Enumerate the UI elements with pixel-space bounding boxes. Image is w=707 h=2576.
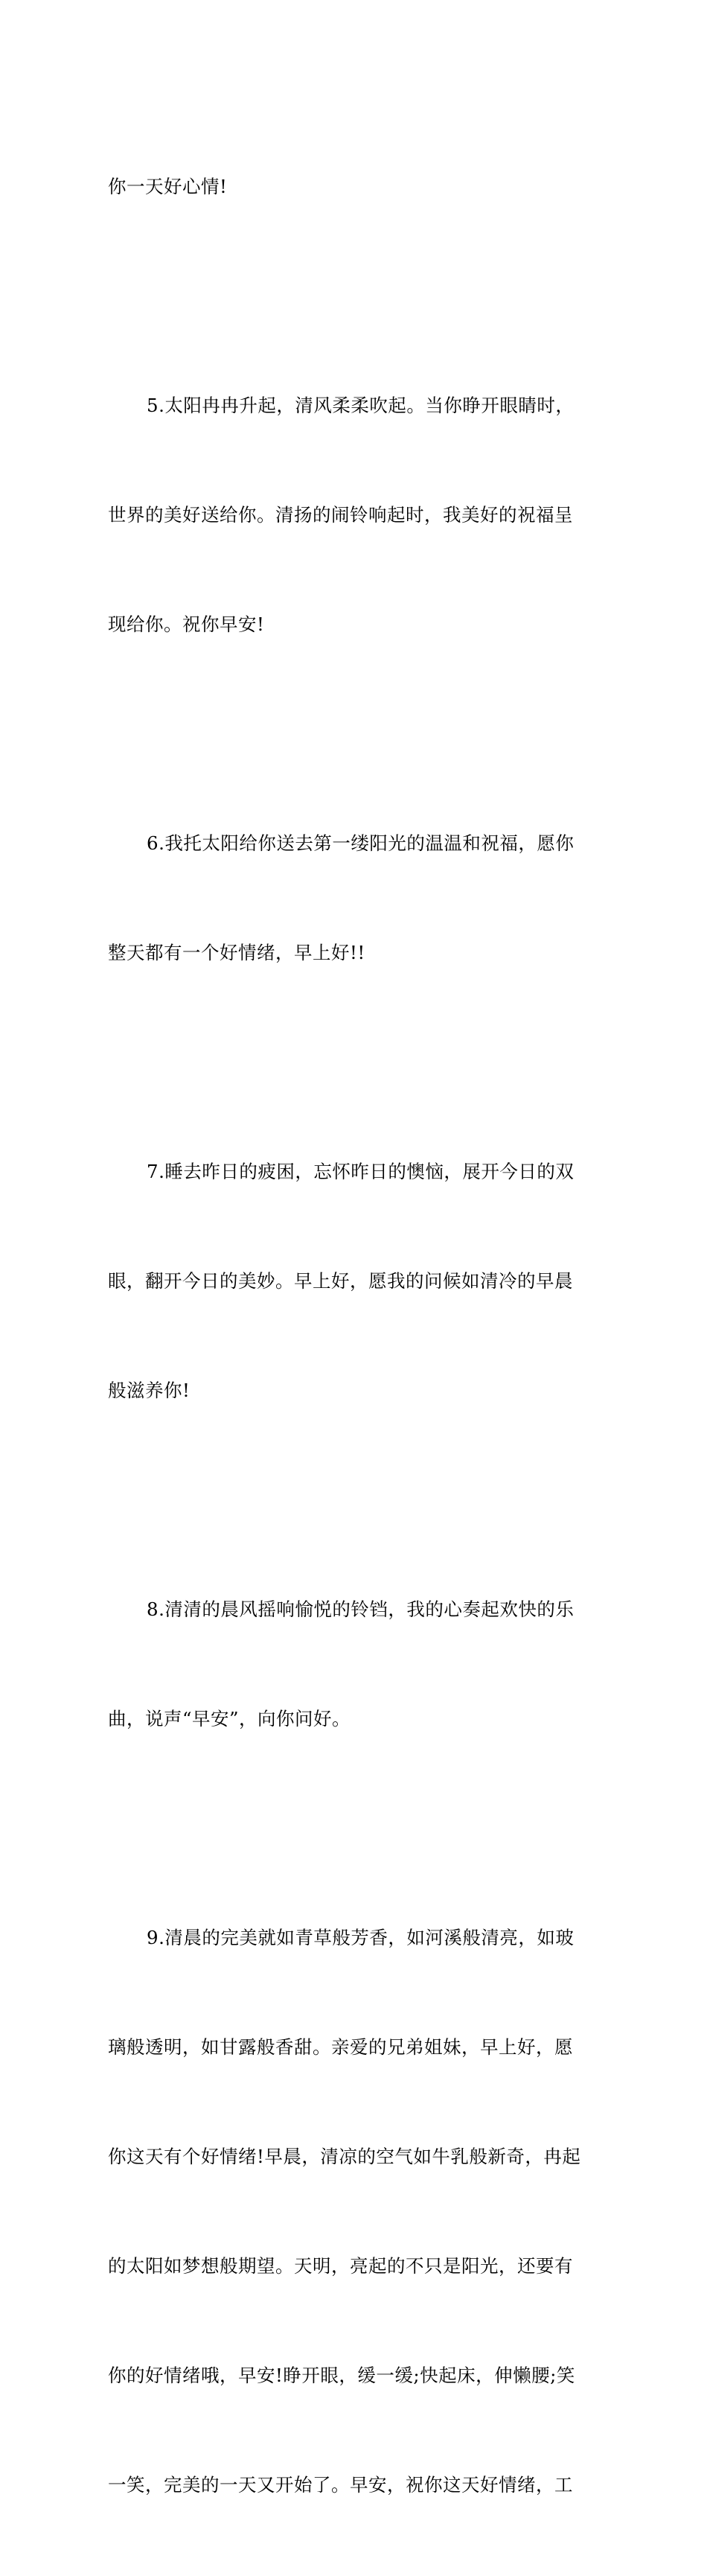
paragraph-9 [108,1846,603,2576]
paragraph-7 [108,1080,603,1482]
paragraph-continuation [108,95,603,278]
text-line: 7.睡去昨日的疲困，忘怀昨日的懊恼，展开今日的双 [147,1161,575,1182]
paragraph-5 [108,314,603,715]
text-line: 5.太阳冉冉升起，清风柔柔吹起。当你睁开眼睛时， [147,395,575,416]
text-line: 你一天好心情! [108,176,228,197]
text-line: 一笑，完美的一天又开始了。早安，祝你这天好情绪，工 [108,2474,573,2496]
document-body [108,95,603,2576]
text-line: 的太阳如梦想般期望。天明，亮起的不只是阳光，还要有 [108,2255,573,2277]
text-line: 6.我托太阳给你送去第一缕阳光的温温和祝福，愿你 [147,832,575,854]
text-line: 你这天有个好情绪!早晨，清凉的空气如牛乳般新奇，冉起 [108,2146,581,2167]
text-line: 璃般透明，如甘露般香甜。亲爱的兄弟姐妹，早上好，愿 [108,2036,573,2058]
text-line: 世界的美好送给你。清扬的闹铃响起时，我美好的祝福呈 [108,504,573,526]
text-line: 整天都有一个好情绪，早上好!! [108,942,365,963]
paragraph-6 [108,752,603,1044]
text-line: 曲，说声“早安”，向你问好。 [108,1708,351,1729]
text-line: 般滋养你! [108,1380,191,1401]
text-line: 眼，翻开今日的美妙。早上好，愿我的问候如清冷的早晨 [108,1270,573,1292]
text-line: 现给你。祝你早安! [108,613,265,635]
text-line: 你的好情绪哦，早安!睁开眼，缓一缓;快起床，伸懒腰;笑 [108,2365,575,2386]
text-line: 8.清清的晨风摇响愉悦的铃铛，我的心奏起欢快的乐 [147,1598,575,1620]
paragraph-8 [108,1518,603,1810]
text-line: 9.清晨的完美就如青草般芳香，如河溪般清亮，如玻 [147,1927,575,1948]
